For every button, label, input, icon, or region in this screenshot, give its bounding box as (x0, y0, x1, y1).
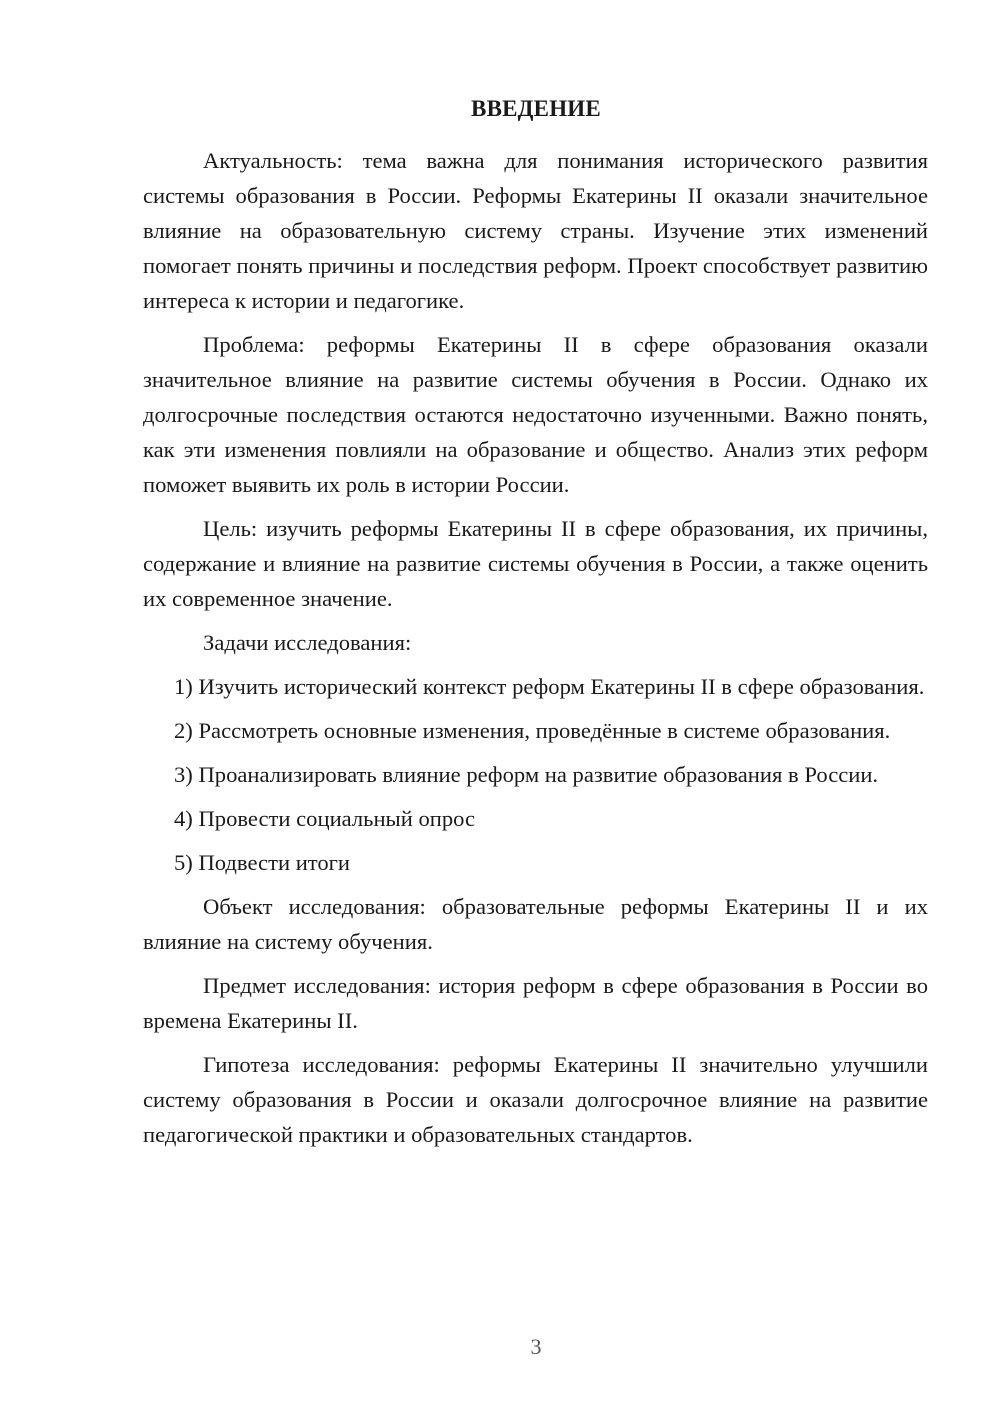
object-paragraph: Объект исследования: образовательные реформы Екатерины II и их влияние на систему обучения. (143, 894, 928, 954)
tasks-heading: Задачи исследования: (203, 630, 412, 655)
task-item-5: 5) Подвести итоги (174, 850, 351, 875)
subject-paragraph: Предмет исследования: история реформ в сфере образования в России во времена Екатерины II. (143, 973, 928, 1033)
task-item-4: 4) Провести социальный опрос (174, 806, 476, 831)
hypothesis-paragraph: Гипотеза исследования: реформы Екатерины II значительно улучшили систему образования в России и оказали долгосрочное влияние на развитие педагогической практики и образовательных стандартов. (143, 1052, 928, 1147)
page-title: ВВЕДЕНИЕ (471, 96, 601, 121)
document-body (143, 143, 928, 1161)
relevance-paragraph: Актуальность: тема важна для понимания исторического развития системы образования в России. Реформы Екатерины II оказали значительное влияние на образовательную систему страны. Изучение этих изменений помогает понять причины и последствия реформ. Проект способствует развитию интереса к истории и педагогике. (143, 148, 928, 313)
task-item-1: 1) Изучить исторический контекст реформ Екатерины II в сфере образования. (174, 674, 925, 699)
page-number: 3 (530, 1334, 542, 1359)
goal-paragraph: Цель: изучить реформы Екатерины II в сфере образования, их причины, содержание и влияние на развитие системы обучения в России, а также оценить их современное значение. (143, 516, 928, 611)
problem-paragraph: Проблема: реформы Екатерины II в сфере образования оказали значительное влияние на развитие системы обучения в России. Однако их долгосрочные последствия остаются недостаточно изученными. Важно понять, как эти изменения повлияли на образование и общество. Анализ этих реформ поможет выявить их роль в истории России. (143, 332, 928, 497)
task-item-3: 3) Проанализировать влияние реформ на развитие образования в России. (174, 762, 879, 787)
task-item-2: 2) Рассмотреть основные изменения, проведённые в системе образования. (174, 718, 891, 743)
